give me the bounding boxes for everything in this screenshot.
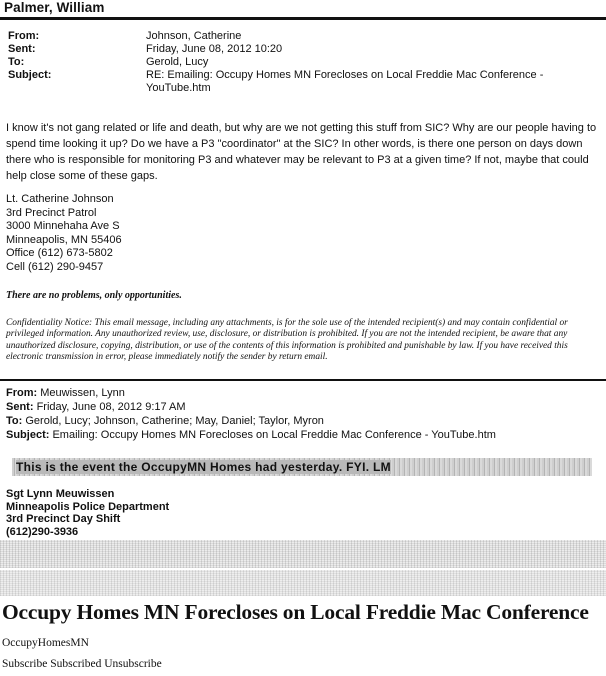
signature-line: (612)290-3936: [6, 525, 79, 538]
channel-name[interactable]: OccupyHomesMN: [2, 637, 89, 649]
from-value: Meuwissen, Lynn: [40, 387, 125, 399]
to-label: To:: [8, 56, 25, 68]
email2-signature: [6, 488, 169, 538]
subject-label: Subject:: [8, 69, 52, 81]
to-label: To:: [6, 415, 23, 427]
sent-value: Friday, June 08, 2012 10:20: [146, 43, 283, 55]
signature-line: Minneapolis Police Department: [6, 500, 170, 513]
to-value: Gerold, Lucy; Johnson, Catherine; May, Daniel; Taylor, Myron: [25, 415, 324, 427]
subject-value-line2: YouTube.htm: [146, 82, 211, 94]
email1-signature: [6, 193, 122, 274]
subject-value-line1: RE: Emailing: Occupy Homes MN Forecloses on Local Freddie Mac Conference -: [146, 69, 544, 81]
video-title: Occupy Homes MN Forecloses on Local Freddie Mac Conference: [2, 600, 589, 624]
scan-noise-band: [0, 540, 606, 568]
signature-line: 3000 Minnehaha Ave S: [6, 220, 120, 232]
from-label: From:: [6, 387, 38, 399]
signature-line: 3rd Precinct Patrol: [6, 206, 97, 219]
email2-to-row: [6, 415, 324, 427]
signature-line: Cell (612) 290-9457: [6, 260, 104, 273]
mailbox-owner-name: Palmer, William: [4, 0, 105, 15]
sent-label: Sent:: [8, 43, 36, 55]
subject-label: Subject:: [6, 429, 50, 441]
subscribe-controls[interactable]: Subscribe Subscribed Unsubscribe: [2, 658, 162, 670]
signature-motto: There are no problems, only opportunities.: [6, 290, 182, 301]
confidentiality-notice: Confidentiality Notice: This email message, including any attachments, is for the sole use of the intended recipient(s) and may contain confidential or privileged information. Any unauthorized review, use, disclosure, or distribution is prohibited. If you are not the intended recipient, be aware that any unauthorized disclosure, copying, distribution, or use of the contents of this information is prohibited and punishable by law. If you have received this electronic transmission in error, please immediately notify the sender by return email.: [6, 318, 568, 363]
signature-line: 3rd Precinct Day Shift: [6, 513, 121, 526]
email2-from-row: [6, 387, 125, 399]
from-value: Johnson, Catherine: [146, 30, 242, 42]
from-label: From:: [8, 30, 40, 42]
email-divider: [0, 379, 606, 381]
to-value: Gerold, Lucy: [146, 56, 209, 68]
highlighted-message: [12, 458, 592, 476]
signature-line: Office (612) 673-5802: [6, 247, 113, 259]
sent-label: Sent:: [6, 401, 34, 413]
scan-noise-band: [0, 570, 606, 596]
email1-body: I know it's not gang related or life and death, but why are we not getting this stuff from SIC? Why are our people having to spend time looking it up? Do we have a P3 "coordinator" at the SIC? In other words, is there one person on days down there who is responsible for monitoring P3 and whatever may be relevant to P3 at a given time? If not, maybe that could help close some of these gaps.: [6, 122, 597, 182]
signature-line: Sgt Lynn Meuwissen: [6, 488, 115, 500]
email2-sent-row: [6, 401, 186, 413]
header-divider: [0, 17, 606, 20]
signature-line: Minneapolis, MN 55406: [6, 233, 122, 246]
sent-value: Friday, June 08, 2012 9:17 AM: [36, 401, 186, 413]
email2-subject-row: [6, 429, 496, 441]
highlighted-message-text: This is the event the OccupyMN Homes had yesterday. FYI. LM: [16, 460, 391, 474]
signature-line: Lt. Catherine Johnson: [6, 193, 114, 205]
subject-value: Emailing: Occupy Homes MN Forecloses on Local Freddie Mac Conference - YouTube.htm: [52, 429, 496, 441]
